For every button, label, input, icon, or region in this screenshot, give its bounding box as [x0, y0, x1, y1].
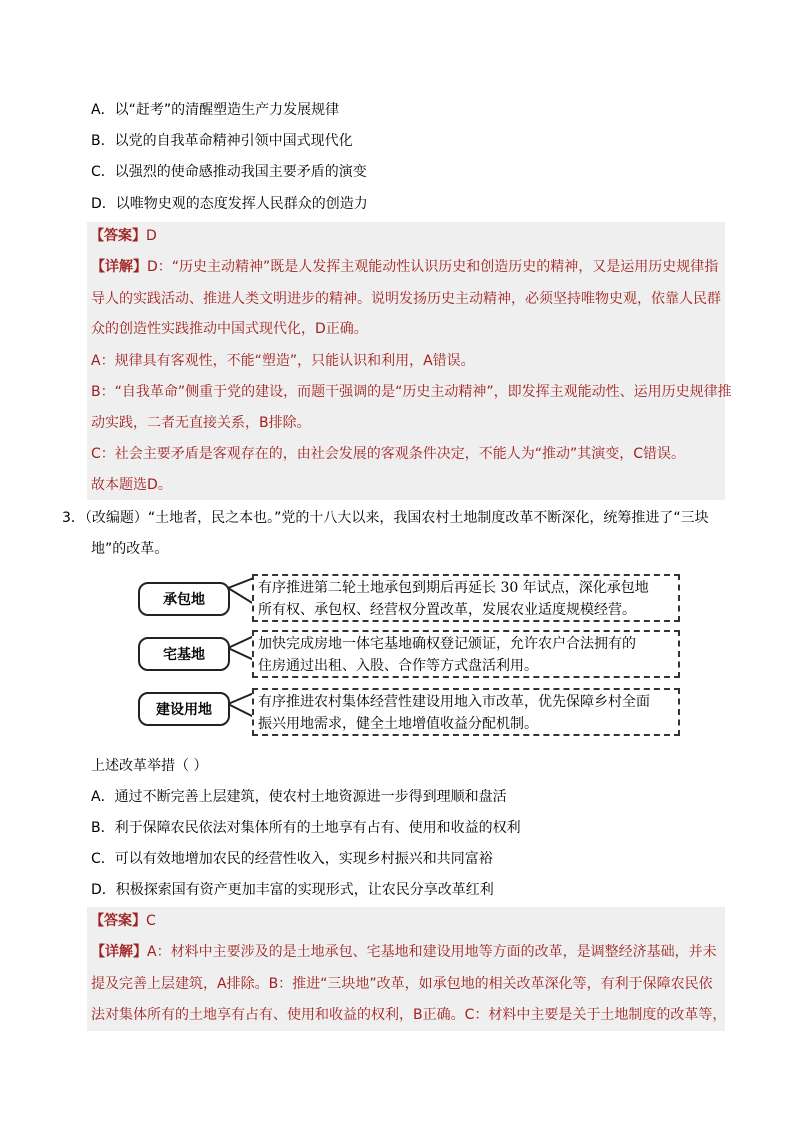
q2-option-b: B．以党的自我革命精神引领中国式现代化	[91, 133, 353, 149]
label-construction-land: 建设用地	[138, 692, 230, 726]
q3-option-c: C．可以有效地增加农民的经营性收入，实现乡村振兴和共同富裕	[91, 851, 493, 867]
q2-detail-line-5: B：“自我革命”侧重于党的建设，而题干强调的是“历史主动精神”，即发挥主观能动性、运用历史规律推	[91, 384, 732, 400]
desc-construction-land: 有序推进农村集体经营性建设用地入市改革，优先保障乡村全面 振兴用地需求，健全土地增值收益分配机制。	[252, 688, 680, 736]
q2-option-a: A．以“赶考”的清醒塑造生产力发展规律	[91, 102, 340, 118]
q2-option-d: D．以唯物史观的态度发挥人民群众的创造力	[91, 196, 368, 212]
q2-detail-line-1: 【详解】D：“历史主动精神”既是人发挥主观能动性认识历史和创造历史的精神，又是运用历史规律指	[91, 259, 719, 275]
q2-detail-line-6: 动实践，二者无直接关系，B排除。	[91, 415, 311, 431]
q3-detail-line-1: 【详解】A：材料中主要涉及的是土地承包、宅基地和建设用地等方面的改革，是调整经济基础，并未	[91, 944, 717, 960]
q3-option-d: D．积极探索国有资产更加丰富的实现形式，让农民分享改革红利	[91, 882, 494, 898]
q2-detail-line-7: C：社会主要矛盾是客观存在的，由社会发展的客观条件决定，不能人为“推动”其演变，C错误。	[91, 446, 686, 462]
q2-detail-line-2: 导人的实践活动、推进人类文明进步的精神。说明发扬历史主动精神，必须坚持唯物史观，依靠人民群	[91, 291, 721, 307]
label-contracted-land: 承包地	[138, 582, 230, 616]
q3-answer-value: C	[146, 913, 156, 929]
desc-homestead: 加快完成房地一体宅基地确权登记颁证，允许农户合法拥有的 住房通过出租、入股、合作等方式盘活利用。	[252, 630, 680, 678]
q2-option-c: C．以强烈的使命感推动我国主要矛盾的演变	[91, 164, 367, 180]
desc-contracted-land: 有序推进第二轮土地承包到期后再延长 30 年试点，深化承包地 所有权、承包权、经营权分置改革，发展农业适度规模经营。	[252, 574, 680, 622]
q3-option-b: B．利于保障农民依法对集体所有的土地享有占有、使用和收益的权利	[91, 820, 521, 836]
q3-option-a: A．通过不断完善上层建筑，使农村土地资源进一步得到理顺和盘活	[91, 789, 507, 805]
q3-answer	[90, 912, 156, 930]
q2-detail-tag: 【详解】	[91, 259, 147, 275]
q2-detail-line-3: 众的创造性实践推动中国式现代化，D正确。	[91, 321, 368, 337]
q3-detail-tag: 【详解】	[91, 944, 147, 960]
q2-detail-line-4: A：规律具有客观性，不能“塑造”，只能认识和利用，A错误。	[91, 353, 475, 369]
q3-prompt: 上述改革举措（ ）	[91, 758, 208, 774]
q3-stem-line-1: 3．（改编题）“土地者，民之本也。”党的十八大以来，我国农村土地制度改革不断深化，统筹推进了“三块	[62, 510, 709, 526]
q2-detail-line-8: 故本题选D。	[91, 477, 172, 493]
q3-stem-line-2: 地”的改革。	[91, 541, 169, 557]
q2-answer-tag: 【答案】	[90, 228, 146, 244]
q3-detail-line-3: 法对集体所有的土地享有占有、使用和收益的权利，B正确。C：材料中主要是关于土地制度的改革等，	[91, 1007, 727, 1023]
q2-answer-value: D	[146, 228, 157, 244]
q3-answer-tag: 【答案】	[90, 913, 146, 929]
label-homestead: 宅基地	[138, 637, 230, 671]
q3-detail-line-2: 提及完善上层建筑，A排除。B：推进“三块地”改革，如承包地的相关改革深化等，有利于保障农民依	[91, 976, 713, 992]
